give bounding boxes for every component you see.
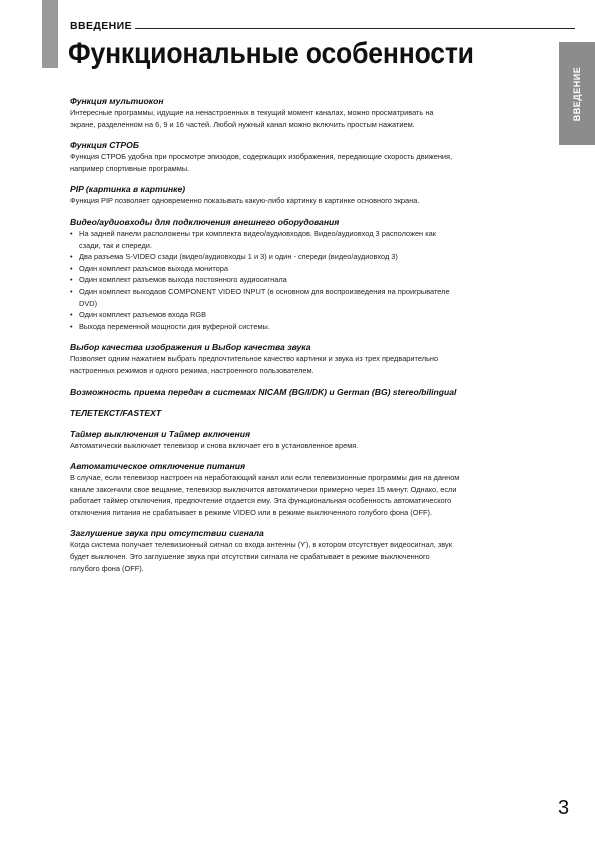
feature-section (70, 216, 554, 332)
feature-section (70, 527, 554, 574)
bullet-item (70, 321, 554, 333)
bullet-text-line: сзади, так и спереди. (79, 240, 152, 250)
feature-text-line: Позволяет одним нажатием выбрать предпочтительное качество картинки и звука из трех предварительно (70, 354, 439, 364)
feature-heading: Функция СТРОБ (70, 140, 139, 151)
bullet-text-line: DVD) (79, 298, 98, 308)
feature-text-line: Интересные программы, идущие на ненастроенных в текущий момент каналах, можно просматривать на (70, 108, 434, 117)
feature-heading: Возможность приема передач в системах NICAM (BG/I/DK) и German (BG) stereo/bilingual (70, 386, 457, 397)
feature-section (70, 341, 554, 376)
feature-text-line: настроенных режимов и одного режима, настроенного пользователем. (70, 365, 314, 375)
feature-text-line: например спортивные программы. (70, 163, 190, 173)
feature-heading: Автоматическое отключение питания (70, 461, 246, 472)
bullet-dot-icon: • (70, 252, 73, 262)
bullet-text-line: Один комплект разъсмов выхода монитора (79, 263, 229, 273)
feature-text-line: В случае, если телевизор настроен на неработающий канал или если телевизионные программы дия на данном (70, 473, 460, 483)
feature-text-line: канале закончили свое вещание, телевизор выключится автоматически примерно через 15 минут. Однако, если (70, 484, 457, 494)
feature-text-line: работает таймер отключения, предпочтение отдается ему. Эта функциональная особенность автоматического (70, 496, 452, 506)
bullet-dot-icon: • (70, 228, 73, 238)
bullet-text-line: Один комплект разъемов входа RGB (79, 310, 207, 320)
side-tab (559, 42, 595, 145)
feature-heading: Функция мультиокон (70, 96, 164, 106)
bullet-text-line: На задней панели расположены три комплекта видео/аудиовходов. Видео/аудиовход 3 расположен как (79, 228, 436, 238)
feature-text-line: экране, разделенном на 6, 9 и 16 частей. Любой нужный канал можно включить простым нажатием. (70, 119, 415, 129)
feature-section (70, 407, 554, 419)
bullet-text-line: Выхода переменной мощности дия вуферной системы. (79, 321, 270, 331)
feature-text-line: Функция СТРОБ удобна при просмотре эпизодов, содержащих изображения, передающие скорость движения, (70, 152, 453, 162)
feature-section (70, 139, 554, 174)
bullet-item (70, 286, 554, 309)
feature-section (70, 428, 554, 452)
bullet-item (70, 228, 554, 251)
feature-section (70, 460, 554, 518)
feature-section (70, 386, 554, 398)
feature-heading: Выбор качества изображения и Выбор качества звука (70, 342, 311, 353)
left-accent-bar (42, 0, 58, 68)
bullet-item (70, 274, 554, 286)
feature-heading: Таймер выключения и Таймер включения (70, 428, 251, 439)
feature-heading: PIP (картинка в картинке) (70, 184, 186, 195)
bullet-dot-icon: • (70, 286, 73, 296)
feature-section (70, 95, 554, 130)
feature-heading: Видео/аудиовходы для подключения внешнего оборудования (70, 216, 340, 227)
bullet-dot-icon: • (70, 310, 73, 320)
feature-bullet-list (70, 228, 554, 332)
bullet-item (70, 309, 554, 321)
page-number: 3 (558, 797, 570, 819)
bullet-dot-icon: • (70, 275, 73, 285)
side-tab-label: ВВЕДЕНИЕ (572, 66, 582, 121)
feature-text-line: отключения питания не срабатывает в режиме VIDEO или в режиме выключенного голубого фона (OFF). (70, 507, 433, 517)
feature-heading: Заглушение звука при отсутствии сигнала (70, 528, 264, 539)
bullet-dot-icon: • (70, 321, 73, 331)
bullet-text-line: Один комплект выходаов COMPONENT VIDEO INPUT (в основном для воспроизведения на проигрывателе (79, 286, 450, 296)
header-rule (70, 28, 575, 29)
page-title: Функциональные особенности (68, 37, 474, 70)
feature-text-line: будет выключен. Это заглушение звука при отсутствии сигнала не срабатывает в режиме выключенного (70, 552, 430, 562)
feature-text-line: Когда система получает телевизионный сигнал со входа антенны (Ƴ), в котором отсутствует видеосигнал, звук (70, 540, 452, 550)
bullet-item (70, 263, 554, 275)
bullet-text-line: Два разъема S-VIDEO сзади (видео/аудиовходы 1 и 3) и один - спереди (видео/аудиовход 3) (79, 252, 398, 262)
section-label: ВВЕДЕНИЕ (70, 20, 135, 32)
feature-text-line: голубого фона (OFF). (70, 563, 144, 573)
bullet-item (70, 251, 554, 263)
feature-heading: ТЕЛЕТЕКСТ/FASTEXT (70, 407, 162, 418)
features-content (70, 95, 554, 583)
bullet-dot-icon: • (70, 263, 73, 273)
feature-text-line: Функция PIP позволяет одновременно показывать какую-либо картинку в картинке основного экрана. (70, 196, 420, 206)
feature-section (70, 183, 554, 207)
feature-text-line: Автоматически выключает телевизор и снова включает его в установленное время. (70, 440, 359, 450)
bullet-text-line: Один комплект разъемов выхода постоянного аудиосигнала (79, 275, 287, 285)
